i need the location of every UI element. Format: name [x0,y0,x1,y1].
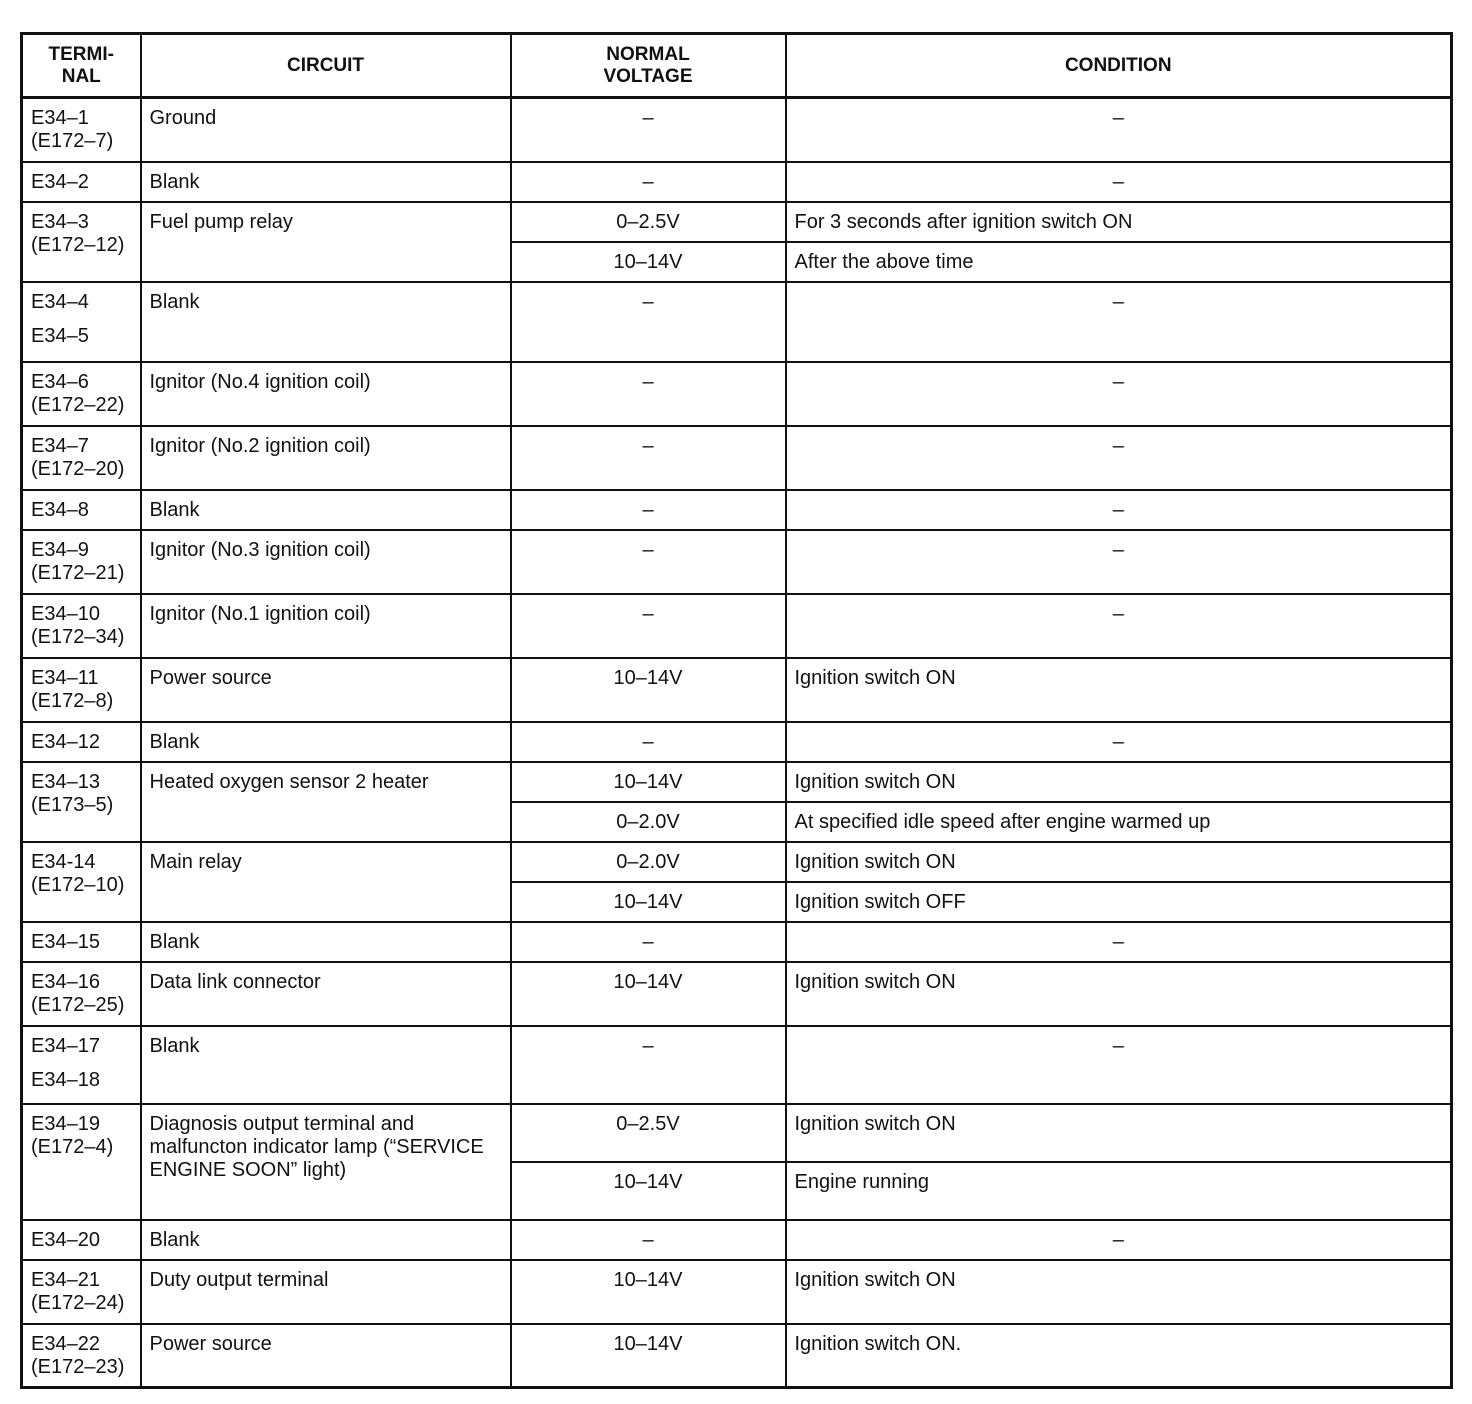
voltage-cell: – [511,98,786,162]
circuit-cell: Heated oxygen sensor 2 heater [141,762,511,842]
table-row [22,658,1452,722]
terminal-id: E34–5 [31,324,89,347]
header-voltage-line-0: NORMAL [606,43,690,65]
table-row [22,922,1452,962]
terminal-cell [22,962,141,1026]
condition-cell: – [786,362,1452,426]
terminal-id: E34–22 [31,1332,100,1355]
terminal-id: E34–9 [31,538,89,561]
voltage-cell: 10–14V [511,1324,786,1388]
header-terminal [22,34,141,98]
circuit-cell: Ignitor (No.4 ignition coil) [141,362,511,426]
circuit-cell: Blank [141,1220,511,1260]
condition-cell: At specified idle speed after engine warmed up [786,802,1452,842]
header-terminal-line [27,44,136,88]
terminal-cell [22,362,141,426]
condition-cell: – [786,1026,1452,1104]
terminal-id: E34–8 [31,498,89,521]
terminal-id: E34–2 [31,170,89,193]
circuit-cell: Power source [141,658,511,722]
table-row [22,162,1452,202]
terminal-id: (E172–7) [31,130,114,152]
header-voltage-line [516,44,781,88]
circuit-cell: Ignitor (No.3 ignition coil) [141,530,511,594]
terminal-id: (E172–25) [31,993,125,1016]
terminal-cell [22,426,141,490]
terminal-cell [22,162,141,202]
terminal-cell [22,202,141,282]
terminal-id: (E172–23) [31,1355,125,1378]
circuit-cell: Diagnosis output terminal and malfuncton indicator lamp (“SERVICE ENGINE SOON” light) [141,1104,511,1220]
terminal-id: (E172–10) [31,873,125,896]
header-condition: CONDITION [786,34,1452,98]
condition-cell: – [786,594,1452,658]
circuit-cell: Ground [141,98,511,162]
terminal-id: E34–3 [31,210,89,233]
table-row [22,426,1452,490]
voltage-cell: – [511,1026,786,1104]
condition-cell: Engine running [786,1162,1452,1220]
condition-cell: – [786,162,1452,202]
voltage-cell: – [511,490,786,530]
table-row [22,1220,1452,1260]
condition-cell: Ignition switch ON [786,658,1452,722]
table-row [22,1260,1452,1324]
terminal-id: (E172–34) [31,625,125,648]
condition-cell: – [786,426,1452,490]
terminal-id: E34–21 [31,1268,100,1291]
voltage-cell: 10–14V [511,762,786,802]
terminal-id: E34–6 [31,370,89,393]
voltage-cell: – [511,426,786,490]
condition-cell: Ignition switch ON. [786,1324,1452,1388]
circuit-cell: Blank [141,922,511,962]
condition-cell: – [786,922,1452,962]
voltage-cell: 0–2.0V [511,802,786,842]
circuit-cell: Power source [141,1324,511,1388]
table-row [22,282,1452,362]
voltage-cell: 0–2.5V [511,202,786,242]
voltage-cell: – [511,922,786,962]
circuit-cell: Blank [141,722,511,762]
terminal-id: (E173–5) [31,793,114,816]
condition-cell: – [786,530,1452,594]
circuit-cell: Main relay [141,842,511,922]
header-voltage-line-1: VOLTAGE [603,65,693,87]
header-circuit: CIRCUIT [141,34,511,98]
header-voltage [511,34,786,98]
circuit-cell: Blank [141,162,511,202]
terminal-cell [22,722,141,762]
terminal-cell [22,922,141,962]
table-body [22,98,1452,1388]
condition-cell: Ignition switch ON [786,1104,1452,1162]
circuit-cell: Blank [141,282,511,362]
voltage-cell: – [511,282,786,362]
terminal-id: E34–15 [31,930,100,953]
terminal-cell [22,1324,141,1388]
terminal-id: E34–16 [31,970,100,993]
voltage-cell: 10–14V [511,962,786,1026]
table-row [22,98,1452,162]
terminal-id: (E172–12) [31,233,125,256]
condition-cell: Ignition switch ON [786,842,1452,882]
terminal-id: (E172–4) [31,1135,114,1158]
voltage-cell: 10–14V [511,1162,786,1220]
terminal-cell [22,658,141,722]
voltage-cell: – [511,362,786,426]
table-row [22,490,1452,530]
terminal-cell [22,530,141,594]
voltage-cell: 10–14V [511,882,786,922]
table-row [22,962,1452,1026]
terminal-voltage-table [20,32,1453,1389]
condition-cell: Ignition switch ON [786,762,1452,802]
table-row [22,594,1452,658]
circuit-cell: Blank [141,490,511,530]
condition-cell: Ignition switch OFF [786,882,1452,922]
table-row [22,1104,1452,1162]
terminal-id: E34–19 [31,1112,100,1135]
condition-cell: For 3 seconds after ignition switch ON [786,202,1452,242]
terminal-cell [22,842,141,922]
condition-cell: After the above time [786,242,1452,282]
terminal-cell [22,1260,141,1324]
terminal-id: (E172–20) [31,457,125,480]
terminal-id: E34-14 [31,850,96,873]
terminal-id: E34–11 [31,666,99,689]
condition-cell: Ignition switch ON [786,962,1452,1026]
terminal-id: E34–18 [31,1068,100,1091]
terminal-id: E34–12 [31,730,100,753]
voltage-cell: 10–14V [511,242,786,282]
terminal-id: (E172–8) [31,689,114,712]
circuit-cell: Fuel pump relay [141,202,511,282]
terminal-id: E34–17 [31,1034,100,1057]
table-row [22,842,1452,882]
voltage-cell: 10–14V [511,658,786,722]
table-row [22,530,1452,594]
terminal-id: (E172–22) [31,393,125,416]
voltage-cell: – [511,1220,786,1260]
table-row [22,362,1452,426]
terminal-id: E34–10 [31,602,100,625]
terminal-id: E34–20 [31,1228,100,1251]
circuit-cell: Data link connector [141,962,511,1026]
terminal-cell [22,1026,141,1104]
header-terminal-line-1: NAL [61,65,101,87]
terminal-id: E34–13 [31,770,100,793]
terminal-cell [22,490,141,530]
table-row [22,1324,1452,1388]
voltage-cell: 10–14V [511,1260,786,1324]
terminal-cell [22,594,141,658]
terminal-id: E34–4 [31,290,89,313]
terminal-cell [22,98,141,162]
terminal-id: (E172–24) [31,1291,125,1314]
header-terminal-line-0: TERMI- [48,43,114,65]
terminal-id: E34–1 [31,107,89,129]
voltage-cell: – [511,530,786,594]
circuit-cell: Ignitor (No.2 ignition coil) [141,426,511,490]
voltage-cell: – [511,594,786,658]
condition-cell: – [786,722,1452,762]
voltage-cell: 0–2.5V [511,1104,786,1162]
condition-cell: – [786,490,1452,530]
terminal-cell [22,1104,141,1220]
terminal-cell [22,762,141,842]
voltage-cell: – [511,722,786,762]
circuit-cell: Blank [141,1026,511,1104]
voltage-cell: 0–2.0V [511,842,786,882]
condition-cell: – [786,1220,1452,1260]
terminal-cell [22,282,141,362]
condition-cell: Ignition switch ON [786,1260,1452,1324]
terminal-id: E34–7 [31,434,89,457]
table-row [22,202,1452,242]
condition-cell: – [786,282,1452,362]
table-row [22,762,1452,802]
circuit-cell: Duty output terminal [141,1260,511,1324]
condition-cell: – [786,98,1452,162]
circuit-cell: Ignitor (No.1 ignition coil) [141,594,511,658]
header-row [22,34,1452,98]
voltage-cell: – [511,162,786,202]
terminal-id: (E172–21) [31,561,125,584]
table-row [22,722,1452,762]
table-row [22,1026,1452,1104]
terminal-cell [22,1220,141,1260]
